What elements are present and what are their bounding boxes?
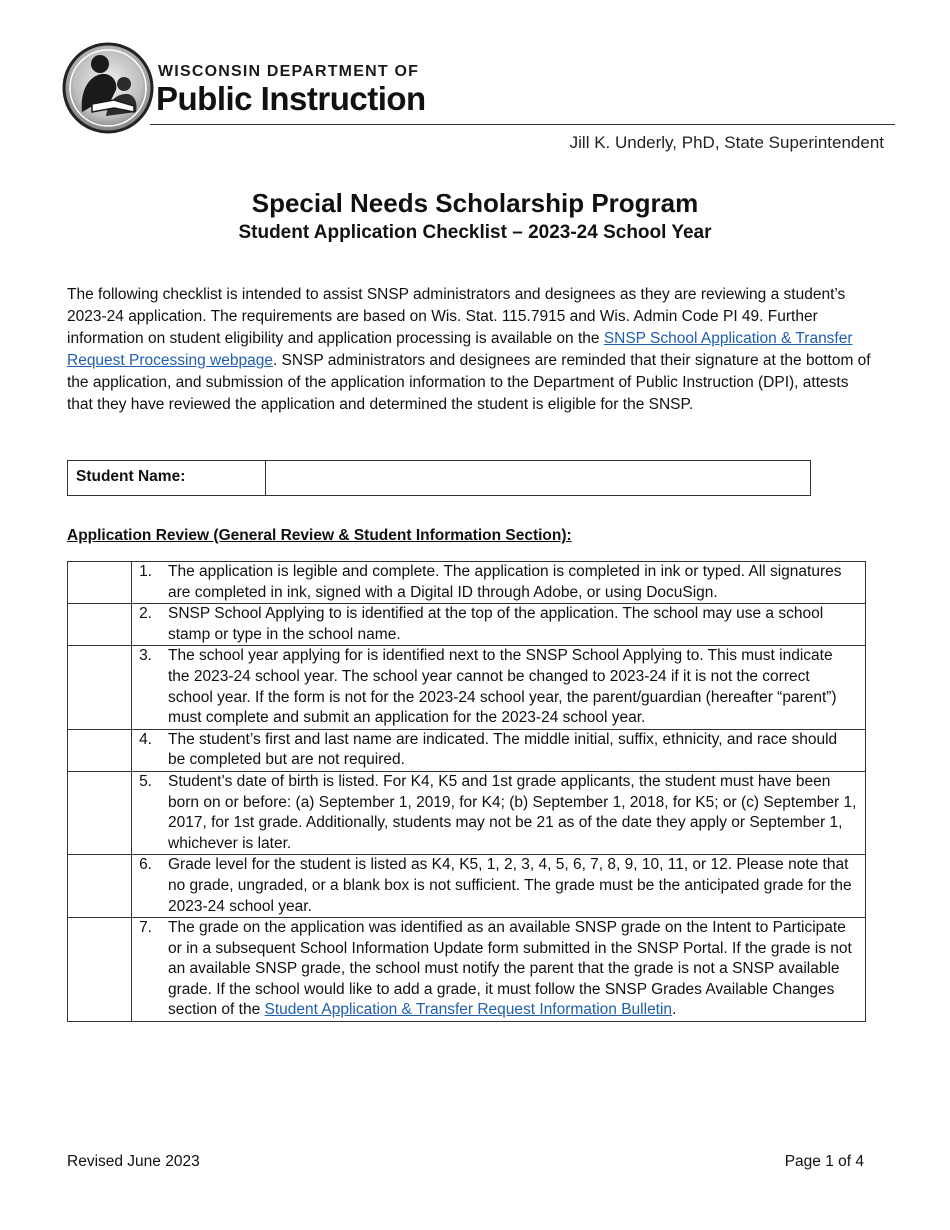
checkbox-cell[interactable] bbox=[68, 646, 132, 729]
table-row bbox=[68, 855, 866, 918]
information-bulletin-link[interactable]: Student Application & Transfer Request Information Bulletin bbox=[264, 1001, 673, 1019]
checklist-item bbox=[132, 604, 866, 646]
page-number: Page 1 of 4 bbox=[784, 1153, 864, 1170]
checkbox-cell[interactable] bbox=[68, 729, 132, 771]
item-number: 5. bbox=[139, 772, 152, 790]
student-name-field[interactable] bbox=[266, 461, 810, 495]
table-row bbox=[68, 646, 866, 729]
section-heading: Application Review (General Review & Student Information Section): bbox=[67, 527, 572, 544]
table-row bbox=[68, 729, 866, 771]
item-number: 3. bbox=[139, 647, 152, 665]
checklist-table bbox=[67, 561, 866, 1022]
checkbox-cell[interactable] bbox=[68, 918, 132, 1022]
checklist-item bbox=[132, 646, 866, 729]
checkbox-cell[interactable] bbox=[68, 855, 132, 918]
item-text: The application is legible and complete. The application is completed in ink or typed. All signatures are completed in ink, signed with a Digital ID through Adobe, or using DocuSign. bbox=[168, 563, 842, 601]
checkbox-cell[interactable] bbox=[68, 771, 132, 854]
checklist-item bbox=[132, 729, 866, 771]
table-row bbox=[68, 918, 866, 1022]
intro-text-1: The following checklist is intended to assist SNSP administrators and designees as they are reviewing a student’s 2023-24 application. The requirements are based on Wis. Stat. 115.7915 and Wis. Admin Code PI 49. Further information on student eligibility and application processing is available on the bbox=[67, 286, 846, 347]
page-subtitle: Student Application Checklist – 2023-24 School Year bbox=[238, 222, 712, 243]
page-title: Special Needs Scholarship Program bbox=[251, 188, 699, 218]
checkbox-cell[interactable] bbox=[68, 562, 132, 604]
intro-paragraph bbox=[67, 284, 872, 416]
intro-text-2: . SNSP administrators and designees are reminded that their signature at the bottom of the application, and submission of the application information to the Department of Public Instruction (DPI), attests that they have reviewed the application and determined the student is eligible for the SNSP. bbox=[67, 352, 871, 413]
item-text-after: . bbox=[672, 1001, 677, 1019]
table-row bbox=[68, 604, 866, 646]
checklist-item bbox=[132, 562, 866, 604]
checkbox-cell[interactable] bbox=[68, 604, 132, 646]
item-text-before: The grade on the application was identified as an available SNSP grade on the Intent to Participate or in a subsequent School Information Update form submitted in the SNSP Portal. If the grade is not an available SNSP grade, the school must notify the parent that the grade is not a SNSP available grade. If the school would like to add a grade, it must follow the SNSP Grades Available Changes section of the bbox=[168, 919, 852, 1019]
checklist-item bbox=[132, 855, 866, 918]
table-row bbox=[68, 562, 866, 604]
item-number: 4. bbox=[139, 730, 152, 748]
revised-date: Revised June 2023 bbox=[67, 1153, 200, 1170]
item-text: SNSP School Applying to is identified at the top of the application. The school may use a school stamp or type in the school name. bbox=[168, 605, 824, 643]
header-divider bbox=[150, 124, 895, 125]
superintendent-name: Jill K. Underly, PhD, State Superintendent bbox=[569, 133, 884, 152]
item-number: 2. bbox=[139, 605, 152, 623]
table-row bbox=[68, 771, 866, 854]
item-text bbox=[168, 918, 857, 1021]
letterhead bbox=[0, 0, 950, 160]
item-number: 1. bbox=[139, 563, 152, 580]
item-text: The school year applying for is identified next to the SNSP School Applying to. This must indicate the 2023-24 school year. The school year cannot be changed to 2023-24 if it is not the correct school year. If the form is not for the 2023-24 school year, the parent/guardian (hereafter “parent”) must complete and submit an application for the 2023-24 school year. bbox=[168, 647, 837, 727]
snsp-processing-webpage-link[interactable]: SNSP School Application & Transfer Request Processing webpage bbox=[67, 330, 853, 369]
org-name-line2: Public Instruction bbox=[156, 80, 426, 117]
item-text: Grade level for the student is listed as K4, K5, 1, 2, 3, 4, 5, 6, 7, 8, 9, 10, 11, or 12. Please note that no grade, ungraded, or a blank box is not sufficient. The grade must be the anticipated grade for the 2023-24 school year. bbox=[168, 856, 852, 915]
dpi-logo-icon bbox=[62, 42, 154, 134]
student-name-table bbox=[67, 460, 811, 496]
item-number: 7. bbox=[139, 919, 152, 937]
org-name-line1: WISCONSIN DEPARTMENT OF bbox=[158, 63, 420, 80]
item-text: The student’s first and last name are indicated. The middle initial, suffix, ethnicity, and race should be completed but are not required. bbox=[168, 730, 838, 769]
item-text: Student’s date of birth is listed. For K4, K5 and 1st grade applicants, the student must have been born on or before: (a) September 1, 2019, for K4; (b) September 1, 2018, for K5; or (c) September 1, 2017, for 1st grade. Additionally, students may not be 21 as of the date they apply or September 1, whichever is later. bbox=[168, 772, 857, 852]
checklist-item bbox=[132, 918, 866, 1022]
student-name-label: Student Name: bbox=[68, 461, 266, 495]
item-number: 6. bbox=[139, 856, 152, 874]
checklist-item bbox=[132, 771, 866, 854]
